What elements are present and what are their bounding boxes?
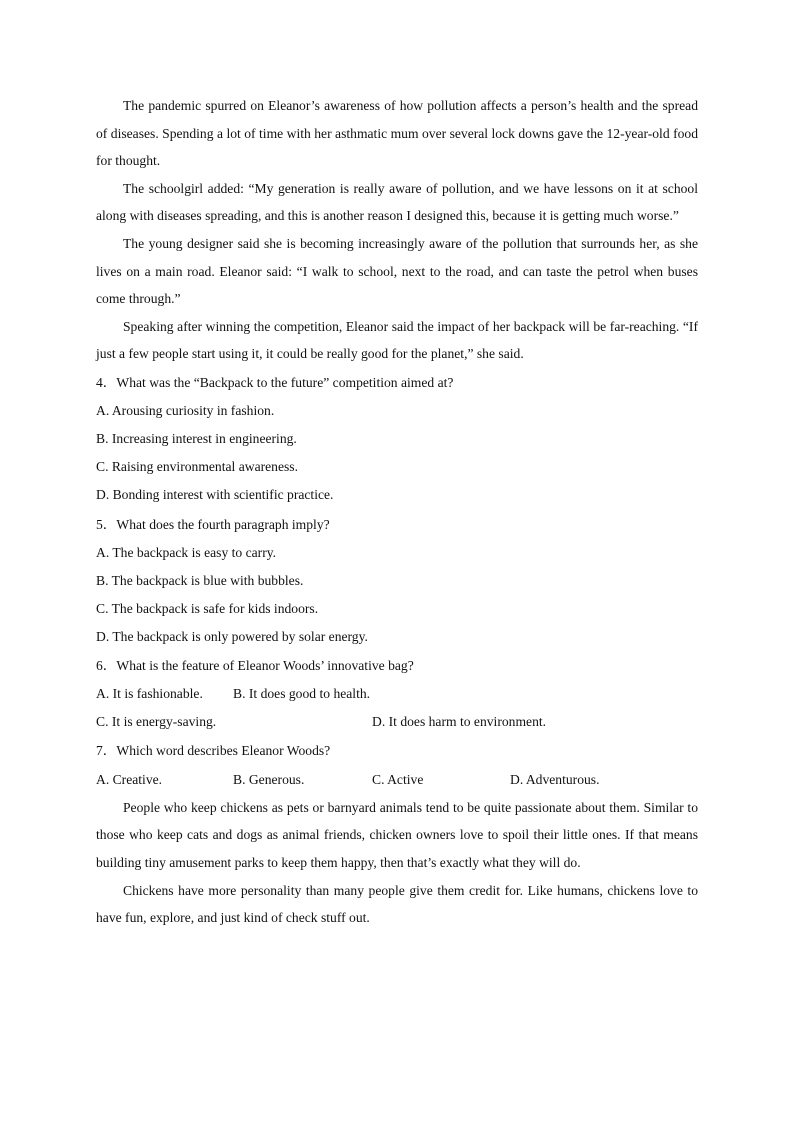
option-c: C. Active bbox=[372, 771, 424, 787]
paragraph: The pandemic spurred on Eleanor’s awareness of how pollution affects a person’s health and the spread of diseases. Spending a lot of time with her asthmatic mum over several lock downs gave the 12-year-old food for thought. bbox=[96, 98, 698, 169]
option-row bbox=[96, 766, 698, 794]
question-stem: 7．Which word describes Eleanor Woods? bbox=[96, 743, 331, 759]
question-stem: 4．What was the “Backpack to the future” competition aimed at? bbox=[96, 374, 454, 390]
option-c: C. It is energy-saving. bbox=[96, 714, 217, 730]
option-a: A. The backpack is easy to carry. bbox=[96, 544, 277, 560]
question-stem: 5．What does the fourth paragraph imply? bbox=[96, 516, 330, 532]
paragraph: Speaking after winning the competition, Eleanor said the impact of her backpack will be far-reaching. “If just a few people start using it, it could be really good for the planet,” she said. bbox=[96, 318, 698, 362]
question-4 bbox=[96, 368, 698, 510]
option-row bbox=[96, 680, 698, 708]
option-b: B. Increasing interest in engineering. bbox=[96, 431, 297, 447]
option-d: D. The backpack is only powered by solar energy. bbox=[96, 629, 368, 644]
option-a: A. Arousing curiosity in fashion. bbox=[96, 403, 275, 419]
paragraph: The young designer said she is becoming increasingly aware of the pollution that surrounds her, as she lives on a main road. Eleanor said: “I walk to school, next to the road, and can taste the petrol when buses come through.” bbox=[96, 235, 698, 307]
option-d: D. Adventurous. bbox=[510, 771, 600, 787]
option-c: C. The backpack is safe for kids indoors. bbox=[96, 600, 319, 616]
question-stem: 6．What is the feature of Eleanor Woods’ innovative bag? bbox=[96, 658, 414, 674]
option-b: B. Generous. bbox=[233, 771, 305, 787]
paragraph: Chickens have more personality than many people give them credit for. Like humans, chickens love to have fun, explore, and just kind of check stuff out. bbox=[96, 882, 698, 926]
document-page bbox=[96, 92, 698, 932]
option-a: A. It is fashionable. bbox=[96, 686, 203, 702]
option-b: B. It does good to health. bbox=[233, 686, 371, 702]
option-c: C. Raising environmental awareness. bbox=[96, 459, 298, 475]
paragraph: People who keep chickens as pets or barnyard animals tend to be quite passionate about them. Similar to those who keep cats and dogs as animal friends, chicken owners love to spoil their little ones. If that means building tiny amusement parks to keep them happy, then that’s exactly what they will do. bbox=[96, 799, 698, 870]
question-7 bbox=[96, 736, 698, 793]
option-d: D. Bonding interest with scientific practice. bbox=[96, 487, 334, 503]
option-b: B. The backpack is blue with bubbles. bbox=[96, 572, 304, 588]
option-a: A. Creative. bbox=[96, 771, 163, 787]
question-6 bbox=[96, 651, 698, 736]
question-5 bbox=[96, 510, 698, 652]
paragraph: The schoolgirl added: “My generation is really aware of pollution, and we have lessons on it at school along with diseases spreading, and this is another reason I designed this, because it is getting much worse.” bbox=[96, 180, 698, 224]
option-d: D. It does harm to environment. bbox=[372, 714, 547, 730]
option-row bbox=[96, 708, 698, 736]
